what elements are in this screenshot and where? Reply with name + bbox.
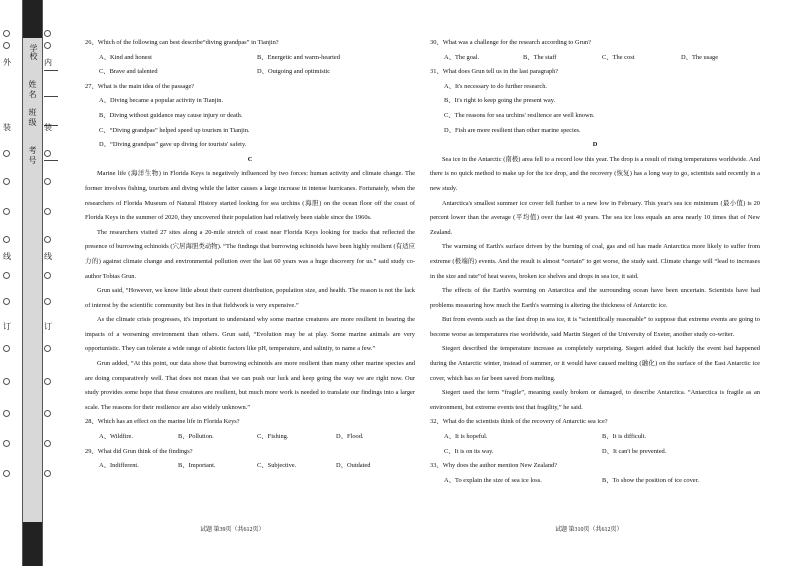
passage-paragraph: As the climate crisis progresses, it's important to understand why some marine creatures are more resilient in bearing the impacts of a worsening environment than others. Grun said, “Evolution may be at play. Some marine animals are very opportunistic. They can tolerate a wide range of abiotic factors like pH, temperature, and salinity, to name a few.”	[85, 316, 415, 353]
question-32: 32、What do the scientists think of the recovery of Antarctic sea ice?	[430, 418, 608, 426]
binding-bar-bottom	[23, 522, 42, 566]
binding-hole	[3, 236, 10, 243]
option-d: D、Fish are more resilient than other marine species.	[444, 126, 581, 134]
binding-strip	[0, 0, 60, 566]
option-c: C、“Diving grandpas” helped speed up tourism in Tianjin.	[99, 126, 250, 134]
question-33: 33、Why does the author mention New Zealand?	[430, 462, 558, 470]
order-mark-outer: 订	[3, 322, 11, 331]
option-d: D、The usage	[681, 53, 719, 61]
question-26-options	[99, 65, 415, 80]
name-label: 姓 名	[28, 80, 37, 98]
left-column	[85, 36, 415, 474]
passage-paragraph: Grun added, “At this point, our data show that burrowing echinoids are more resilient than many other marine species and are doing comparatively well. That does not mean that we can push our luck and keep going the way we are right now. Our study provides some hope that these creatures are resilient, but much more work is needed to translate our findings into a larger scale. The reasons for their resilience are also widely unknown.”	[85, 360, 415, 411]
passage-paragraph: Grun said, “However, we know little about their current distribution, population size, and health. The reason is not the lack of interest by the scientific community but lies in that fieldwork is very expensive.”	[85, 287, 415, 309]
binding-hole	[44, 345, 51, 352]
inner-mark: 内	[44, 58, 52, 67]
passage-paragraph: The researchers visited 27 sites along a 20-mile stretch of coast near Florida Keys looking for tracks that reflected the presence of burrowing echinoids (穴居海胆类动物). “The findings that burrowing echinoids have been highly resilient (有适应力的) against climate change and environmental pollution over the last 60 years was a huge discovery for us.” said study co-author Tobias Grun.	[85, 228, 415, 280]
option-a: A、It is hopeful.	[444, 433, 488, 441]
option-c: C、The cost	[602, 53, 635, 61]
option-d: D、It can't be prevented.	[602, 447, 667, 455]
binding-bar-top	[23, 0, 42, 38]
binding-hole	[44, 30, 51, 37]
binding-hole	[44, 208, 51, 215]
option-a: A、Diving became a popular activity in Tianjin.	[99, 97, 224, 105]
section-heading: D	[592, 141, 598, 149]
binding-hole	[3, 470, 10, 477]
passage-paragraph: Antarctica's smallest summer ice cover fell further to a new low in February. This year's sea ice minimum (最小值) is 20 percent lower than the average (平均值) over the last 40 years. The sea ice loss equals an area nearly 10 times that of New Zealand.	[430, 199, 760, 236]
option-b: B、Pollution.	[178, 433, 214, 441]
page-footer-left: 试题 第39页（共612页）	[200, 527, 265, 533]
option-b: B、To show the position of ice cover.	[602, 476, 699, 484]
id-label: 考 号	[28, 146, 37, 164]
passage-paragraph: The warming of Earth's surface driven by the burning of coal, gas and oil has made Antarctica more likely to suffer from extreme (极端的) events. And the result is almost “certain” to get worse, the study said. Climate change will “lead to increases in the size and rate”of heat waves, broken ice shelves and drops in sea ice, it said.	[430, 243, 760, 280]
binding-hole	[44, 236, 51, 243]
question-33-options	[444, 474, 760, 489]
question-28: 28、Which has an effect on the marine life in Florida Keys?	[85, 418, 240, 426]
binding-hole	[44, 178, 51, 185]
binding-hole	[3, 178, 10, 185]
question-28-options	[99, 430, 415, 445]
question-27: 27、What is the main idea of the passage?	[85, 82, 195, 90]
option-a: A、Kind and honest	[99, 53, 152, 61]
option-b: B、Important.	[178, 462, 216, 470]
binding-hole	[3, 208, 10, 215]
school-label: 学校	[29, 44, 38, 60]
question-29: 29、What did Grun think of the findings?	[85, 447, 193, 455]
binding-hole	[3, 272, 10, 279]
binding-hole	[3, 440, 10, 447]
binding-hole	[44, 150, 51, 157]
question-30-options	[444, 51, 760, 66]
passage-paragraph: Siegert used the term “fragile”, meaning easily broken or damaged, to describe Antarctica. “Antarctica is fragile as an environment, but extreme events test that fragility,” he said.	[430, 389, 760, 411]
passage-paragraph: But from events such as the fast drop in sea ice, it is “scientifically reasonable” to suppose that extreme events are going to become worse as temperatures rise worldwide, said Martin Siegert of the University of Exeter, another study co-writer.	[430, 316, 760, 338]
option-d: D、“Diving grandpas” gave up diving for tourists' safety.	[99, 141, 247, 149]
passage-paragraph: Siegert described the temperature increase as completely surprising. Siegert added that luckily the event had happened during the Antarctic winter, instead of summer, or it would have caused melting (融化) on the surface of the East Antarctic ice cover, which has so far been saved from melting.	[430, 345, 760, 382]
section-heading: C	[247, 155, 253, 163]
option-b: B、It is difficult.	[602, 433, 647, 441]
option-d: D、Flood.	[336, 433, 364, 441]
question-29-options	[99, 459, 415, 474]
binding-hole	[3, 410, 10, 417]
binding-hole	[44, 378, 51, 385]
question-32-options	[444, 430, 760, 445]
outer-mark: 外	[3, 58, 11, 67]
binding-hole	[44, 272, 51, 279]
seal-mark-inner: 装	[44, 123, 52, 132]
option-c: C、Brave and talented	[99, 68, 158, 76]
passage-paragraph: The effects of the Earth's warming on Antarctica and the surrounding ocean have been uncertain. Scientists have had problems measuring how much the Earth's warming is altering the thickness of Antarctic ice.	[430, 287, 760, 309]
option-a: A、Wildfire.	[99, 433, 133, 441]
option-a: A、The goal.	[444, 53, 480, 61]
passage-paragraph: Sea ice in the Antarctic (南极) area fell to a record low this year. The drop is a result of rising temperatures worldwide. And there is no quick method to make up for the ice drop, and the recovery (恢复) has a long way to go, scientists said recently in a new study.	[430, 155, 760, 192]
option-c: C、Fishing.	[257, 433, 289, 441]
field-line	[44, 70, 58, 71]
binding-hole	[44, 298, 51, 305]
right-column	[430, 36, 760, 488]
binding-hole	[44, 42, 51, 49]
question-30: 30、What was a challenge for the research according to Grun?	[430, 39, 591, 46]
question-26: 26、Which of the following can best describe“diving grandpas” in Tianjin?	[85, 39, 279, 46]
option-a: A、Indifferent.	[99, 462, 139, 470]
question-32-options	[444, 445, 760, 460]
binding-hole	[3, 150, 10, 157]
binding-hole	[44, 470, 51, 477]
binding-hole	[44, 410, 51, 417]
page-footer-right: 试题 第310页（共612页）	[555, 527, 623, 533]
field-line	[44, 160, 58, 161]
seal-mark-outer: 装	[3, 123, 11, 132]
field-line	[44, 96, 58, 97]
binding-hole	[3, 30, 10, 37]
option-d: D、Outgoing and optimistic	[257, 68, 331, 76]
binding-hole	[3, 378, 10, 385]
binding-hole	[3, 42, 10, 49]
option-b: B、The staff	[523, 53, 557, 61]
option-a: A、To explain the size of sea ice loss.	[444, 476, 542, 484]
option-c: C、It is on its way.	[444, 447, 494, 455]
line-mark-inner: 线	[44, 252, 52, 261]
passage-paragraph: Marine life (海洋生物) in Florida Keys is negatively influenced by two forces: human activity and climate change. The former involves fishing, tourism and diving while the latter causes a large increase in intense hurricanes. Fortunately, when the researchers of Florida Museum of Natural History started looking for sea urchins (海胆) on the ocean floor off the coast of Florida Keys in the summer of 2020, they uncovered their population had relatively been stable since the 1960s.	[85, 170, 415, 222]
option-b: B、It's right to keep going the present way.	[444, 97, 556, 105]
question-26-options	[99, 51, 415, 66]
option-c: C、The reasons for sea urchins' resilience are well known.	[444, 111, 595, 119]
binding-hole	[44, 440, 51, 447]
class-label: 班 级	[28, 108, 37, 126]
option-b: B、Energetic and warm-hearted	[257, 53, 340, 61]
binding-hole	[3, 298, 10, 305]
option-a: A、It's necessary to do further research.	[444, 82, 548, 90]
binding-hole	[3, 345, 10, 352]
option-d: D、Outdated	[336, 462, 371, 470]
option-c: C、Subjective.	[257, 462, 297, 470]
question-31: 31、What does Grun tell us in the last paragraph?	[430, 68, 559, 76]
order-mark-inner: 订	[44, 322, 52, 331]
line-mark-outer: 线	[3, 252, 11, 261]
option-b: B、Diving without guidance may cause injury or death.	[99, 111, 243, 119]
